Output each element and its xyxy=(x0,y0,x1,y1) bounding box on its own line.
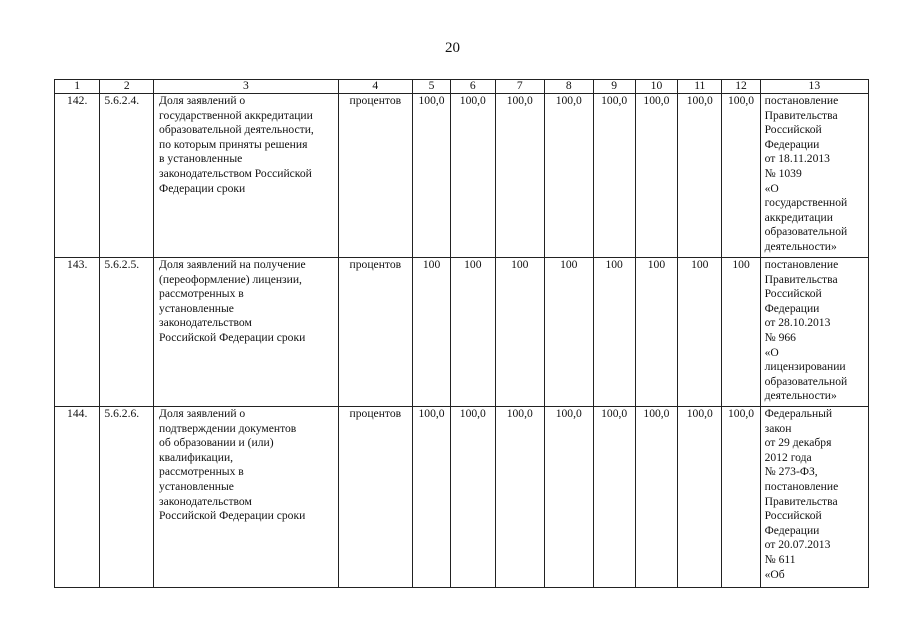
indicators-table xyxy=(54,79,869,588)
indicator-name xyxy=(154,94,339,258)
unit-cell: процентов xyxy=(338,258,412,407)
value-cell: 100,0 xyxy=(495,407,545,588)
legal-basis-line: Российской xyxy=(764,287,822,301)
value-cell: 100,0 xyxy=(635,94,677,258)
indicator-name-line: подтверждении документов xyxy=(159,421,297,435)
value-cell: 100 xyxy=(495,258,545,407)
value-cell: 100,0 xyxy=(678,94,722,258)
legal-basis-line: постановление xyxy=(764,258,839,271)
legal-basis-line: Правительства xyxy=(764,272,838,286)
indicator-name-line: Российской Федерации сроки xyxy=(159,509,306,523)
header-cell: 13 xyxy=(760,80,868,94)
row-number: 142. xyxy=(55,94,100,258)
table-row xyxy=(55,407,869,588)
legal-basis-line: № 1039 xyxy=(764,166,802,180)
value-cell: 100,0 xyxy=(451,94,495,258)
legal-basis-line: № 966 xyxy=(764,330,796,344)
table-row xyxy=(55,94,869,258)
row-number: 144. xyxy=(55,407,100,588)
indicator-name-line: установленные xyxy=(159,301,234,315)
legal-basis-line: образовательной xyxy=(764,225,848,239)
unit-cell: процентов xyxy=(338,407,412,588)
value-cell: 100 xyxy=(545,258,593,407)
header-cell: 7 xyxy=(495,80,545,94)
value-cell: 100,0 xyxy=(545,407,593,588)
indicator-name-line: Доля заявлений о xyxy=(159,407,246,420)
value-cell: 100 xyxy=(412,258,450,407)
value-cell: 100,0 xyxy=(593,407,635,588)
legal-basis-line: образовательной xyxy=(764,374,848,388)
legal-basis-line: Федеральный xyxy=(764,407,833,420)
legal-basis-line: деятельности» xyxy=(764,239,837,253)
legal-basis-line: «О xyxy=(764,181,779,195)
indicator-code: 5.6.2.6. xyxy=(100,407,154,588)
indicator-name-line: Доля заявлений о xyxy=(159,94,246,107)
indicator-name-line: Федерации сроки xyxy=(159,181,246,195)
legal-basis-line: государственной xyxy=(764,196,848,210)
header-cell: 8 xyxy=(545,80,593,94)
value-cell: 100 xyxy=(722,258,760,407)
header-cell: 1 xyxy=(55,80,100,94)
indicator-name-line: законодательством xyxy=(159,494,252,508)
unit-cell: процентов xyxy=(338,94,412,258)
legal-basis-line: «О xyxy=(764,345,779,359)
indicator-name-line: рассмотренных в xyxy=(159,465,244,479)
legal-basis-line: Российской xyxy=(764,509,822,523)
indicator-name xyxy=(154,407,339,588)
value-cell: 100 xyxy=(635,258,677,407)
table-row xyxy=(55,258,869,407)
legal-basis-line: закон xyxy=(764,421,792,435)
header-cell: 6 xyxy=(451,80,495,94)
indicator-name-line: законодательством Российской xyxy=(159,166,312,180)
value-cell: 100,0 xyxy=(412,407,450,588)
legal-basis-line: № 611 xyxy=(764,552,796,566)
indicator-name xyxy=(154,258,339,407)
header-cell: 2 xyxy=(100,80,154,94)
indicator-name-line: об образовании и (или) xyxy=(159,436,274,450)
legal-basis-line: постановление xyxy=(764,94,839,107)
legal-basis-line: Федерации xyxy=(764,137,820,151)
legal-basis xyxy=(760,94,868,258)
legal-basis xyxy=(760,407,868,588)
value-cell: 100,0 xyxy=(545,94,593,258)
legal-basis-line: от 29 декабря xyxy=(764,436,832,450)
header-cell: 3 xyxy=(154,80,339,94)
legal-basis xyxy=(760,258,868,407)
legal-basis-line: Федерации xyxy=(764,523,820,537)
legal-basis-line: Правительства xyxy=(764,108,838,122)
value-cell: 100,0 xyxy=(722,407,760,588)
value-cell: 100 xyxy=(593,258,635,407)
header-cell: 5 xyxy=(412,80,450,94)
value-cell: 100,0 xyxy=(635,407,677,588)
row-number: 143. xyxy=(55,258,100,407)
value-cell: 100,0 xyxy=(593,94,635,258)
legal-basis-line: деятельности» xyxy=(764,389,837,403)
legal-basis-line: аккредитации xyxy=(764,210,833,224)
header-cell: 4 xyxy=(338,80,412,94)
legal-basis-line: лицензировании xyxy=(764,360,846,374)
header-cell: 10 xyxy=(635,80,677,94)
value-cell: 100,0 xyxy=(722,94,760,258)
indicator-name-line: по которым приняты решения xyxy=(159,137,308,151)
indicator-name-line: квалификации, xyxy=(159,450,234,464)
value-cell: 100,0 xyxy=(412,94,450,258)
indicator-code: 5.6.2.4. xyxy=(100,94,154,258)
indicator-name-line: образовательной деятельности, xyxy=(159,123,314,137)
indicator-name-line: в установленные xyxy=(159,152,243,166)
indicator-name-line: государственной аккредитации xyxy=(159,108,313,122)
legal-basis-line: постановление xyxy=(764,479,839,493)
value-cell: 100 xyxy=(678,258,722,407)
indicator-name-line: Российской Федерации сроки xyxy=(159,330,306,344)
indicator-name-line: Доля заявлений на получение xyxy=(159,258,306,271)
legal-basis-line: Правительства xyxy=(764,494,838,508)
indicator-name-line: установленные xyxy=(159,479,234,493)
value-cell: 100,0 xyxy=(678,407,722,588)
legal-basis-line: от 28.10.2013 xyxy=(764,316,831,330)
indicator-name-line: законодательством xyxy=(159,316,252,330)
legal-basis-line: 2012 года xyxy=(764,450,812,464)
legal-basis-line: от 18.11.2013 xyxy=(764,152,830,166)
indicator-code: 5.6.2.5. xyxy=(100,258,154,407)
legal-basis-line: от 20.07.2013 xyxy=(764,538,831,552)
legal-basis-line: Федерации xyxy=(764,301,820,315)
legal-basis-line: «Об xyxy=(764,567,785,581)
value-cell: 100 xyxy=(451,258,495,407)
header-cell: 11 xyxy=(678,80,722,94)
page-number: 20 xyxy=(445,40,460,56)
value-cell: 100,0 xyxy=(451,407,495,588)
header-cell: 9 xyxy=(593,80,635,94)
legal-basis-line: Российской xyxy=(764,123,822,137)
value-cell: 100,0 xyxy=(495,94,545,258)
header-row xyxy=(55,80,869,94)
legal-basis-line: № 273-ФЗ, xyxy=(764,465,818,479)
indicator-name-line: (переоформление) лицензии, xyxy=(159,272,302,286)
indicator-name-line: рассмотренных в xyxy=(159,287,244,301)
header-cell: 12 xyxy=(722,80,760,94)
